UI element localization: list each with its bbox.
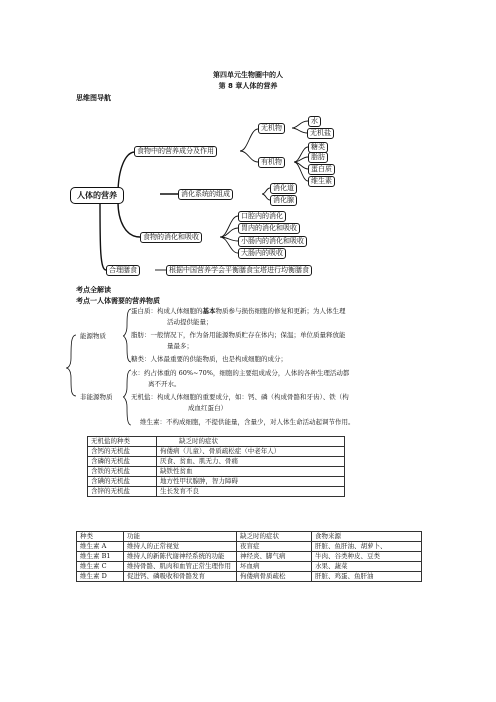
table-cell: 维持骨骼、肌肉和血管正常生理作用 (124, 562, 237, 572)
energy-protein-cont: 活动提供能量； (167, 318, 213, 326)
table-cell: 含钙的无机盐 (88, 447, 157, 457)
nonenergy-water-cont: 离不开水。 (148, 380, 181, 388)
table-row (88, 487, 345, 497)
branch-digestion-absorption: 食物的消化和吸收 (140, 232, 202, 243)
mindmap-heading: 思维图导航 (76, 94, 111, 102)
node-stomach-digestion: 胃内的消化和吸收 (238, 223, 300, 234)
branch-digestive-system: 消化系统的组成 (178, 189, 233, 200)
node-protein: 蛋白质 (308, 164, 335, 175)
node-large-intestine: 大肠内的吸收 (238, 248, 286, 259)
table-cell: 地方性甲状腺肿，智力障碍 (157, 477, 345, 487)
table-row (77, 562, 422, 572)
table-cell: 牛肉、谷类种皮、豆类 (312, 552, 422, 562)
table-cell: 厌食、贫血、肌无力、骨痛 (157, 457, 345, 467)
table-header-row (88, 437, 345, 447)
mindmap-root: 人体的营养 (70, 187, 124, 204)
table-cell: 佝偻病骨质疏松 (237, 572, 312, 582)
node-fat: 脂肪 (308, 152, 328, 163)
table-cell: 肝脏、鸡蛋、鱼肝油 (312, 572, 422, 582)
section-heading: 考点全解读 (76, 286, 111, 294)
energy-fat: 脂肪：一般情况下，作为备用能源物质贮存在体内；保温；单位质量释放能 (131, 331, 346, 339)
table-cell: 水果、蔬菜 (312, 562, 422, 572)
node-digestive-glands: 消化腺 (270, 195, 297, 206)
energy-label: 能源物质 (80, 332, 106, 340)
table-cell: 维生素 A (77, 542, 124, 552)
node-diet-pyramid: 根据中国营养学会平衡膳食宝塔进行均衡膳食 (166, 265, 312, 276)
table-cell: 维生素 D (77, 572, 124, 582)
table-cell: 含碘的无机盐 (88, 477, 157, 487)
nonenergy-minerals: 无机盐：构成人体细胞的重要成分，如：钙、磷（构成骨骼和牙齿）、铁（构 (131, 393, 349, 401)
table-header: 功能 (124, 532, 237, 542)
table-header-row (77, 532, 422, 542)
node-sugars: 糖类 (308, 142, 328, 153)
table-cell: 神经炎、脚气病 (237, 552, 312, 562)
table-header: 缺乏时的症状 (237, 532, 312, 542)
table-row (77, 552, 422, 562)
table-row (88, 477, 345, 487)
table-row (77, 572, 422, 582)
mineral-table (87, 436, 345, 497)
table-cell: 含磷的无机盐 (88, 457, 157, 467)
table-row (77, 542, 422, 552)
node-vitamin: 维生素 (308, 176, 335, 187)
table-cell: 夜盲症 (237, 542, 312, 552)
table-cell: 促进钙、磷吸收和骨骼发育 (124, 572, 237, 582)
big-brace (66, 335, 76, 396)
branch-balanced-diet: 合理膳食 (106, 265, 140, 276)
table-header: 食物来源 (312, 532, 422, 542)
table-cell: 坏血病 (237, 562, 312, 572)
table-cell: 维持人的正常视觉 (124, 542, 237, 552)
node-small-intestine: 小肠内的消化和吸收 (238, 236, 307, 247)
table-cell: 生长发育不良 (157, 487, 345, 497)
table-header: 种类 (77, 532, 124, 542)
node-digestive-tract: 消化道 (270, 183, 297, 194)
nonenergy-label: 非能源物质 (80, 393, 113, 401)
table-cell: 含铁的无机盐 (88, 467, 157, 477)
node-water: 水 (308, 116, 321, 127)
point-heading: 考点一人体需要的营养物质 (76, 297, 160, 305)
node-mouth-digestion: 口腔内的消化 (238, 211, 286, 222)
energy-protein: 蛋白质：构成人体细胞的基本物质参与损伤细胞的修复和更新；为人体生理 (131, 307, 346, 315)
table-cell: 肝脏、鱼肝油、胡萝卜、 (312, 542, 422, 552)
chapter-title: 第 8 章人体的营养 (218, 82, 278, 90)
table-cell: 维生素 C (77, 562, 124, 572)
table-row (88, 467, 345, 477)
table-row (88, 457, 345, 467)
table-cell: 佝偻病（儿童）、骨质疏松症（中老年人） (157, 447, 345, 457)
node-minerals: 无机盐 (307, 128, 334, 139)
table-cell: 缺铁性贫血 (157, 467, 345, 477)
table-header: 无机盐的种类 (88, 437, 157, 447)
nonenergy-brace (123, 370, 131, 425)
energy-brace (123, 309, 131, 362)
nonenergy-water: 水：约占体重的 60%~70%，细胞的主要组成成分，人体的各种生理活动都 (131, 369, 350, 377)
nonenergy-vitamins: 维生素：不构成细胞，不提供能量，含量少，对人体生命活动起调节作用。 (140, 418, 355, 426)
energy-sugar: 糖类：人体最重要的供能物质，也是构成细胞的成分； (131, 355, 287, 363)
table-header: 缺乏时的症状 (157, 437, 345, 447)
node-organic: 有机物 (258, 157, 285, 168)
table-row (88, 447, 345, 457)
unit-title: 第四单元生物圈中的人 (213, 71, 283, 79)
node-inorganic: 无机物 (258, 123, 285, 134)
nonenergy-minerals-cont: 成血红蛋白） (188, 404, 227, 412)
table-cell: 维生素 B1 (77, 552, 124, 562)
vitamin-table (76, 531, 422, 582)
table-cell: 维持人的新陈代谢神经系统的功能 (124, 552, 237, 562)
table-cell: 含锌的无机盐 (88, 487, 157, 497)
branch-nutrients: 食物中的营养成分及作用 (134, 146, 217, 157)
energy-fat-cont: 量最多； (167, 342, 193, 350)
